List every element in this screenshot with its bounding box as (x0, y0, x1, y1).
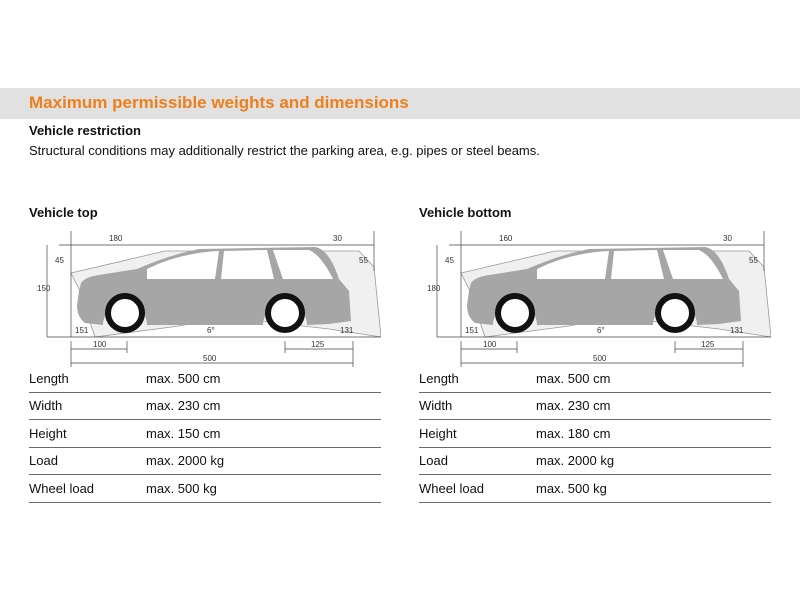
panel-vehicle-top (29, 205, 381, 503)
dim-left-top: 45 (55, 256, 64, 265)
panel-vehicle-bottom (419, 205, 771, 503)
dim-roof-right: 30 (723, 234, 732, 243)
header-banner (0, 88, 800, 119)
dim-sill-right: 131 (730, 326, 744, 335)
vehicle-bottom-diagram (419, 229, 771, 369)
spec-value: max. 500 cm (146, 365, 381, 392)
table-row (29, 365, 381, 392)
dim-roof-right: 30 (333, 234, 342, 243)
table-row (419, 365, 771, 392)
spec-label: Height (29, 420, 146, 448)
dim-roof-left: 180 (109, 234, 123, 243)
spec-label: Length (29, 365, 146, 392)
panel-title: Vehicle top (29, 205, 98, 220)
spec-value: max. 230 cm (536, 392, 771, 420)
dim-length: 500 (593, 354, 607, 363)
spec-value: max. 150 cm (146, 420, 381, 448)
dim-front: 100 (483, 340, 497, 349)
spec-value: max. 500 cm (536, 365, 771, 392)
table-row (29, 392, 381, 420)
spec-label: Wheel load (419, 475, 536, 503)
spec-value: max. 2000 kg (146, 447, 381, 475)
table-row (419, 420, 771, 448)
dim-sill-left: 151 (75, 326, 89, 335)
spec-value: max. 500 kg (146, 475, 381, 503)
dim-height: 150 (37, 284, 51, 293)
dim-right-top: 55 (749, 256, 758, 265)
dim-front: 100 (93, 340, 107, 349)
spec-value: max. 180 cm (536, 420, 771, 448)
dim-height: 180 (427, 284, 441, 293)
spec-label: Width (29, 392, 146, 420)
spec-table (29, 365, 381, 503)
panel-title: Vehicle bottom (419, 205, 512, 220)
table-row (29, 420, 381, 448)
dim-sill-left: 151 (465, 326, 479, 335)
spec-label: Wheel load (29, 475, 146, 503)
spec-label: Load (29, 447, 146, 475)
spec-value: max. 500 kg (536, 475, 771, 503)
dim-roof-left: 160 (499, 234, 513, 243)
dim-left-top: 45 (445, 256, 454, 265)
dim-right-top: 55 (359, 256, 368, 265)
spec-value: max. 230 cm (146, 392, 381, 420)
spec-label: Length (419, 365, 536, 392)
dim-length: 500 (203, 354, 217, 363)
dim-sill-right: 131 (340, 326, 354, 335)
vehicle-top-diagram (29, 229, 381, 369)
restriction-text: Structural conditions may additionally restrict the parking area, e.g. pipes or steel beams. (29, 143, 540, 158)
spec-label: Height (419, 420, 536, 448)
table-row (419, 392, 771, 420)
table-row (29, 447, 381, 475)
restriction-title: Vehicle restriction (29, 123, 141, 138)
spec-value: max. 2000 kg (536, 447, 771, 475)
dim-rear: 125 (701, 340, 715, 349)
dim-rear: 125 (311, 340, 325, 349)
spec-table (419, 365, 771, 503)
dim-angle: 6° (597, 326, 605, 335)
spec-label: Load (419, 447, 536, 475)
table-row (419, 475, 771, 503)
spec-label: Width (419, 392, 536, 420)
table-row (419, 447, 771, 475)
dim-angle: 6° (207, 326, 215, 335)
page-title: Maximum permissible weights and dimensions (29, 93, 409, 112)
table-row (29, 475, 381, 503)
